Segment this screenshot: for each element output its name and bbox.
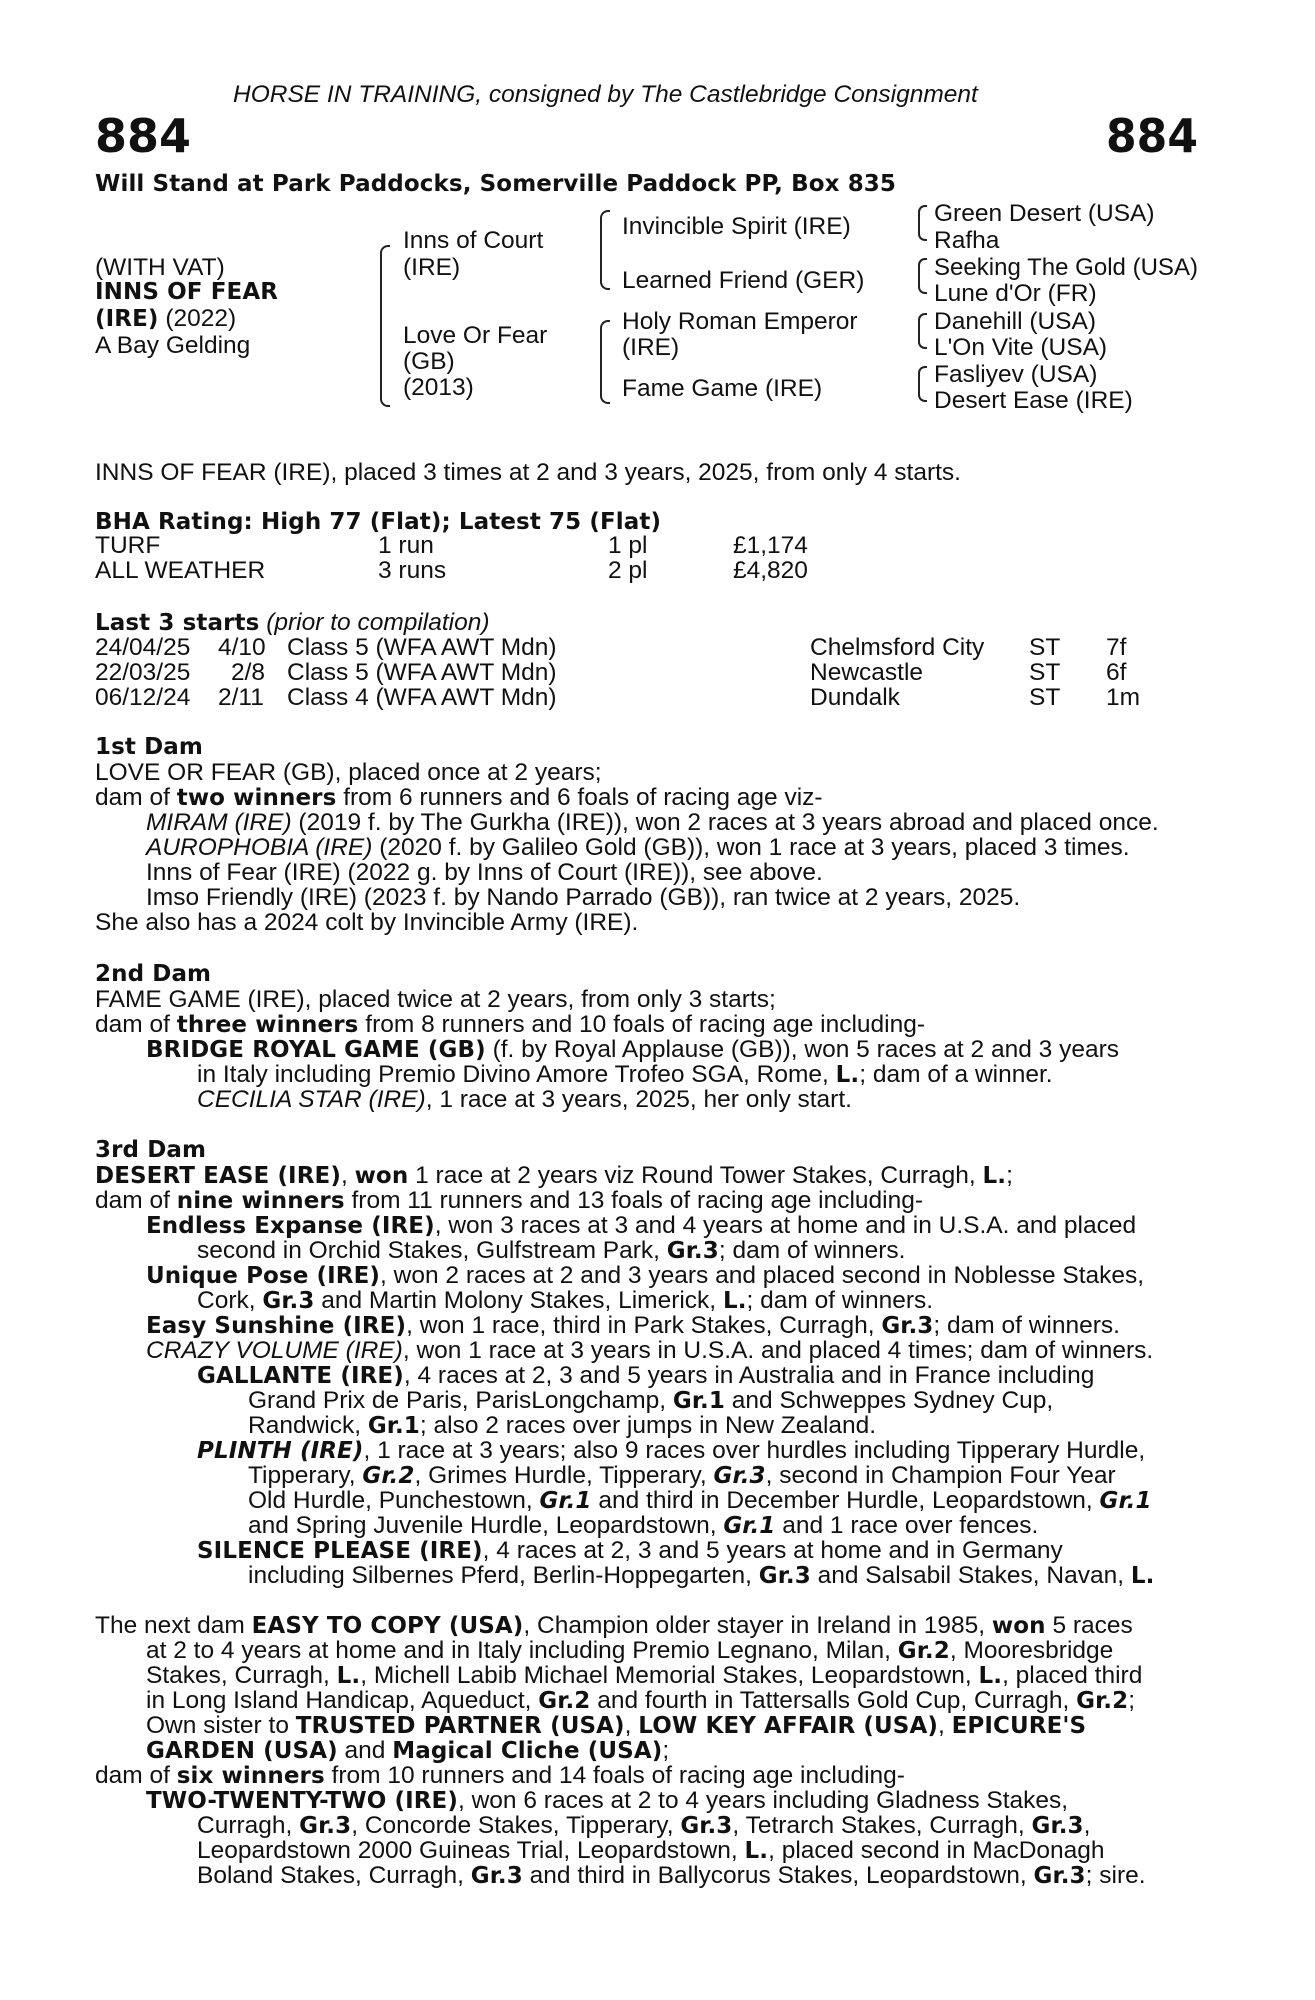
next-dam-l4c: and fourth in Tattersalls Gold Cup, Curragh, [590,1687,1077,1714]
next-dam-l6d: ; [662,1737,670,1764]
third-dam-g3 [197,1538,1063,1564]
race-summary: INNS OF FEAR (IRE), placed 3 times at 2 and 3 years, 2025, from only 4 starts. [95,459,961,486]
third-dam-g2-l3b: Gr.1 [539,1488,592,1514]
next-dam-t1-l2c: , Concorde Stakes, Tipperary, [351,1812,681,1839]
next-dam-t1-l2b: Gr.3 [299,1813,352,1839]
third-dam-e4 [146,1338,1153,1363]
lot-number-left: 884 [95,109,192,163]
third-dam-winners: nine winners [176,1188,345,1214]
next-dam-t1 [146,1788,1068,1814]
pedigree-dss: Danehill (USA) [934,308,1097,335]
second-dam-p1-l2b: L. [835,1062,860,1088]
third-dam-g2-l4b: Gr.1 [723,1513,776,1539]
horse-name: INNS OF FEAR [95,279,279,305]
first-dam-also: She also has a 2024 colt by Invincible Army (IRE). [95,909,639,936]
third-dam-g3-l2c: and Salsabil Stakes, Navan, [810,1562,1131,1589]
third-dam-e2-name: Unique Pose (IRE) [146,1263,381,1289]
next-dam-l4 [146,1688,1135,1714]
third-dam-e1-rest: , won 3 races at 3 and 4 years at home and in U.S.A. and placed [434,1212,1137,1239]
next-dam-t1-cont3 [197,1863,1146,1889]
next-dam-dam-of-c: from 10 runners and 14 foals of racing age including- [324,1762,905,1789]
third-dam-g3-l2a: including Silbernes Pferd, Berlin-Hoppegarten, [248,1562,759,1589]
next-dam-l3b: L. [336,1663,361,1689]
rating-surface-1: ALL WEATHER [95,557,266,584]
next-dam-dam-of [95,1763,905,1789]
bha-rating: BHA Rating: High 77 (Flat); Latest 75 (Flat) [95,509,662,535]
second-dam-p1-l2c: ; dam of a winner. [859,1061,1053,1088]
third-dam-l1e: L. [982,1163,1007,1189]
third-dam-g2-rest: , 1 race at 3 years; also 9 races over hurdles including Tipperary Hurdle, [363,1437,1146,1464]
next-dam-name: EASY TO COPY (USA) [251,1613,524,1639]
next-dam-t1-l2d: Gr.3 [680,1813,733,1839]
third-dam-e2-l2e: ; dam of winners. [746,1287,934,1314]
next-dam-t1-l3a: Leopardstown 2000 Guineas Trial, Leopardstown, [197,1837,745,1864]
horse-country-year [95,306,236,332]
pedigree-brace-ds [918,313,927,349]
third-dam-e3-rest-c: ; dam of winners. [933,1312,1120,1339]
second-dam-dam-of-c: from 8 runners and 10 foals of racing age including- [358,1011,926,1038]
next-dam-t1-l4a: Boland Stakes, Curragh, [197,1862,471,1889]
next-dam-l2a: at 2 to 4 years at home and in Italy including Premio Legnano, Milan, [146,1637,898,1664]
next-dam-l3d: L. [978,1663,1003,1689]
next-dam-t1-rest: , won 6 races at 2 to 4 years including Gladness Stakes, [457,1787,1069,1814]
next-dam-l2b: Gr.2 [897,1638,950,1664]
horse-year: (2022) [158,305,237,332]
pedigree-dam-year: (2013) [403,374,474,401]
second-dam-progeny-1-rest: (f. by Royal Applause (GB)), won 5 races at 2 and 3 years [485,1036,1119,1063]
third-dam-e3-rest-a: , won 1 race, third in Park Stakes, Curragh, [406,1312,882,1339]
third-dam-l1f: ; [1006,1162,1013,1189]
second-dam-progeny-2-rest: , 1 race at 3 years, 2025, her only start. [425,1086,852,1113]
next-dam-l6b: and [337,1737,393,1764]
pedigree-brace-sd [918,258,927,294]
third-dam-g2-l2c: , Grimes Hurdle, Tipperary, [414,1462,714,1489]
first-dam-dam-of-c: from 6 runners and 6 foals of racing age viz- [336,784,823,811]
third-dam-won: won [354,1163,409,1189]
third-dam-intro [95,1163,1013,1189]
third-dam-e4-name: CRAZY VOLUME (IRE) [146,1337,403,1364]
rating-placed-0: 1 pl [608,532,648,559]
third-dam-g3-l2d: L. [1130,1563,1155,1589]
third-dam-e1-l2b: Gr.3 [666,1238,719,1264]
second-dam-progeny-2 [197,1087,852,1112]
start-course-1: Newcastle [810,659,924,686]
start-pos-0: 4/10 [218,634,266,661]
next-dam-t1-l2a: Curragh, [197,1812,300,1839]
pedigree-sire: Inns of Court [403,227,544,254]
start-ground-1: ST [1029,659,1061,686]
pedigree-brace-sire [600,210,610,290]
next-dam-l4a: in Long Island Handicap, Aqueduct, [146,1687,539,1714]
third-dam-g1-l2b: Gr.1 [672,1388,725,1414]
next-dam-l4b: Gr.2 [538,1688,591,1714]
third-dam-heading: 3rd Dam [95,1137,207,1163]
third-dam-g2-l3c: and third in December Hurdle, Leopardstown, [591,1487,1100,1514]
third-dam-g2-l4a: and Spring Juvenile Hurdle, Leopardstown, [248,1512,724,1539]
third-dam-g2-l3d: Gr.1 [1099,1488,1152,1514]
next-dam-l5e: , [937,1712,952,1739]
third-dam-l1d: 1 race at 2 years viz Round Tower Stakes, Curragh, [408,1162,983,1189]
pedigree-ssd: Rafha [934,227,1000,254]
third-dam-e4-rest: , won 1 race at 3 years in U.S.A. and placed 4 times; dam of winners. [402,1337,1154,1364]
first-dam-intro: LOVE OR FEAR (GB), placed once at 2 years; [95,759,602,786]
next-dam-l2 [146,1638,1113,1664]
third-dam-g1 [197,1363,1094,1389]
rating-prize-1: £4,820 [733,557,808,584]
next-dam-l4e: ; [1128,1687,1136,1714]
first-dam-progeny-4: Imso Friendly (IRE) (2023 f. by Nando Parrado (GB)), ran twice at 2 years, 2025. [146,884,1021,911]
next-dam-t1-l4e: ; sire. [1085,1862,1146,1889]
next-dam-t1-cont2 [197,1838,1105,1864]
first-dam-winners: two winners [176,785,337,811]
pedigree-sss: Green Desert (USA) [934,200,1155,227]
third-dam-dam-of-a: dam of [95,1187,177,1214]
next-dam-t1-cont [197,1813,1090,1839]
second-dam-progeny-1-name: BRIDGE ROYAL GAME (GB) [146,1037,486,1063]
next-dam-l5a: Own sister to [146,1712,296,1739]
pedigree-dsd: L'On Vite (USA) [934,334,1108,361]
third-dam-e2-l2c: and Martin Molony Stakes, Limerick, [314,1287,723,1314]
third-dam-g2-l2a: Tipperary, [248,1462,363,1489]
start-dist-0: 7f [1106,634,1127,661]
next-dam-l6c: Magical Cliche (USA) [392,1738,663,1764]
next-dam-l5c: , [624,1712,639,1739]
next-dam-l5f: EPICURE'S [951,1713,1087,1739]
first-dam-progeny-1 [146,810,1159,835]
third-dam-g2-l2e: , second in Champion Four Year [765,1462,1116,1489]
next-dam-t1-l3b: L. [744,1838,769,1864]
third-dam-g2-cont3 [248,1513,1038,1539]
next-dam-t1-l2f: Gr.3 [1031,1813,1084,1839]
next-dam-l5b: TRUSTED PARTNER (USA) [295,1713,625,1739]
start-dist-2: 1m [1106,684,1141,711]
next-dam-l5d: LOW KEY AFFAIR (USA) [638,1713,938,1739]
rating-runs-0: 1 run [378,532,434,559]
next-dam-l1c: , Champion older stayer in Ireland in 1985, [523,1612,992,1639]
third-dam-g2-l4c: and 1 race over fences. [775,1512,1039,1539]
third-dam-g1-name: GALLANTE (IRE) [197,1363,404,1389]
pedigree-dam-sire-country: (IRE) [622,334,680,361]
next-dam-l5 [146,1713,1086,1739]
third-dam-e3-rest-b: Gr.3 [881,1313,934,1339]
next-dam-t1-l4c: and third in Ballycorus Stakes, Leopardstown, [522,1862,1034,1889]
start-race-2: Class 4 (WFA AWT Mdn) [287,684,557,711]
lot-number-right: 884 [1106,109,1198,163]
third-dam-e3 [146,1313,1120,1339]
pedigree-brace-ss [918,205,927,241]
third-dam-e1 [146,1213,1136,1239]
next-dam-t1-name: TWO-TWENTY-TWO (IRE) [146,1788,458,1814]
second-dam-intro: FAME GAME (IRE), placed twice at 2 years, from only 3 starts; [95,986,776,1013]
next-dam-dam-of-a: dam of [95,1762,177,1789]
next-dam-l1a: The next dam [95,1612,252,1639]
next-dam-winners: six winners [176,1763,325,1789]
pedigree-brace-dam [600,320,610,404]
third-dam-g2-l2b: Gr.2 [362,1463,415,1489]
next-dam-t1-l4d: Gr.3 [1033,1863,1086,1889]
first-dam-progeny-2 [146,835,1130,860]
pedigree-sds: Seeking The Gold (USA) [934,254,1198,281]
third-dam-e1-l2c: ; dam of winners. [718,1237,906,1264]
horse-country: (IRE) [95,306,159,332]
third-dam-e2-l2a: Cork, [197,1287,263,1314]
second-dam-heading: 2nd Dam [95,961,212,987]
next-dam-l2c: , Mooresbridge [949,1637,1114,1664]
last-starts-heading [95,610,490,636]
third-dam-e2-cont [197,1288,933,1314]
second-dam-dam-of-a: dam of [95,1011,177,1038]
first-dam-dam-of-a: dam of [95,784,177,811]
start-pos-1: 2/8 [231,659,266,686]
start-date-0: 24/04/25 [95,634,191,661]
third-dam-g1-rest: , 4 races at 2, 3 and 5 years in Australia and in France including [403,1362,1095,1389]
last-starts-title: Last 3 starts [95,610,260,636]
start-date-2: 06/12/24 [95,684,191,711]
next-dam-t1-l3c: , placed second in MacDonagh [768,1837,1105,1864]
start-race-1: Class 5 (WFA AWT Mdn) [287,659,557,686]
start-race-0: Class 5 (WFA AWT Mdn) [287,634,557,661]
pedigree-brace-main [380,245,390,407]
next-dam-t1-l2g: , [1083,1812,1091,1839]
third-dam-g1-cont [248,1388,1053,1414]
third-dam-g1-l2a: Grand Prix de Paris, ParisLongchamp, [248,1387,673,1414]
third-dam-e2-l2b: Gr.3 [262,1288,315,1314]
pedigree-dam-sire: Holy Roman Emperor [622,308,858,335]
next-dam-l6 [146,1738,669,1764]
pedigree-sire-sire: Invincible Spirit (IRE) [622,213,851,240]
first-dam-progeny-1-rest: (2019 f. by The Gurkha (IRE)), won 2 races at 3 years abroad and placed once. [291,809,1159,836]
start-course-0: Chelmsford City [810,634,985,661]
horse-description: A Bay Gelding [95,332,251,359]
next-dam-l3a: Stakes, Curragh, [146,1662,337,1689]
first-dam-progeny-3: Inns of Fear (IRE) (2022 g. by Inns of Court (IRE)), see above. [146,859,823,886]
first-dam-progeny-2-name: AUROPHOBIA (IRE) [146,834,373,861]
third-dam-g1-l3c: ; also 2 races over jumps in New Zealand. [419,1412,877,1439]
vat-note: (WITH VAT) [95,254,225,281]
third-dam-g3-cont [248,1563,1154,1589]
third-dam-e2-l2d: L. [722,1288,747,1314]
next-dam-t1-l2e: , Tetrarch Stakes, Curragh, [732,1812,1032,1839]
third-dam-l1b: , [340,1162,355,1189]
third-dam-g2 [197,1438,1145,1464]
second-dam-dam-of [95,1012,925,1038]
pedigree-ddd: Desert Ease (IRE) [934,387,1133,414]
third-dam-name: DESERT EASE (IRE) [95,1163,341,1189]
second-dam-p1-l2a: in Italy including Premio Divino Amore Trofeo SGA, Rome, [197,1061,836,1088]
next-dam-l4d: Gr.2 [1076,1688,1129,1714]
third-dam-g3-name: SILENCE PLEASE (IRE) [197,1538,483,1564]
start-ground-0: ST [1029,634,1061,661]
third-dam-g1-l3b: Gr.1 [367,1413,420,1439]
pedigree-brace-dd [918,366,927,402]
start-ground-2: ST [1029,684,1061,711]
pedigree-dam-country: (GB) [403,348,455,375]
next-dam-t1-l4b: Gr.3 [470,1863,523,1889]
third-dam-e1-l2a: second in Orchid Stakes, Gulfstream Park, [197,1237,667,1264]
next-dam-l6a: GARDEN (USA) [146,1738,338,1764]
third-dam-e1-name: Endless Expanse (IRE) [146,1213,435,1239]
third-dam-g2-l3a: Old Hurdle, Punchestown, [248,1487,540,1514]
rating-surface-0: TURF [95,532,161,559]
next-dam-l3 [146,1663,1142,1689]
third-dam-g3-rest: , 4 races at 2, 3 and 5 years at home and in Germany [482,1537,1063,1564]
pedigree-sdd: Lune d'Or (FR) [934,280,1097,307]
third-dam-e3-name: Easy Sunshine (IRE) [146,1313,407,1339]
third-dam-e2 [146,1263,1144,1289]
second-dam-progeny-1 [146,1037,1119,1063]
start-dist-1: 6f [1106,659,1127,686]
third-dam-g2-cont [248,1463,1116,1489]
pedigree-sire-dam: Learned Friend (GER) [622,267,865,294]
third-dam-e1-cont [197,1238,905,1264]
next-dam-won: won [991,1613,1046,1639]
third-dam-g1-l3a: Randwick, [248,1412,368,1439]
rating-placed-1: 2 pl [608,557,648,584]
second-dam-progeny-1-cont [197,1062,1053,1088]
last-starts-note: (prior to compilation) [259,609,490,636]
second-dam-progeny-2-name: CECILIA STAR (IRE) [197,1086,426,1113]
rating-prize-0: £1,174 [733,532,808,559]
third-dam-g2-name: PLINTH (IRE) [197,1438,364,1464]
next-dam-l1e: 5 races [1045,1612,1133,1639]
first-dam-heading: 1st Dam [95,734,203,760]
third-dam-g2-cont2 [248,1488,1152,1514]
stand-location: Will Stand at Park Paddocks, Somerville Paddock PP, Box 835 [95,171,897,197]
third-dam-e2-rest: , won 2 races at 2 and 3 years and placed second in Noblesse Stakes, [380,1262,1145,1289]
third-dam-g1-l2c: and Schweppes Sydney Cup, [724,1387,1054,1414]
consignment-line: HORSE IN TRAINING, consigned by The Castlebridge Consignment [233,81,978,108]
next-dam-l1 [95,1613,1133,1639]
start-course-2: Dundalk [810,684,900,711]
first-dam-progeny-1-name: MIRAM (IRE) [146,809,292,836]
second-dam-winners: three winners [176,1012,359,1038]
pedigree-sire-country: (IRE) [403,254,461,281]
third-dam-g1-cont2 [248,1413,876,1439]
first-dam-progeny-2-rest: (2020 f. by Galileo Gold (GB)), won 1 race at 3 years, placed 3 times. [372,834,1130,861]
third-dam-g2-l2d: Gr.3 [713,1463,766,1489]
third-dam-dam-of [95,1188,923,1214]
start-date-1: 22/03/25 [95,659,191,686]
first-dam-dam-of [95,785,823,811]
next-dam-l3e: , placed third [1002,1662,1143,1689]
rating-runs-1: 3 runs [378,557,447,584]
start-pos-2: 2/11 [218,684,264,711]
pedigree-dam: Love Or Fear [403,322,548,349]
pedigree-dds: Fasliyev (USA) [934,361,1098,388]
next-dam-l3c: , Michell Labib Michael Memorial Stakes, Leopardstown, [360,1662,979,1689]
third-dam-dam-of-c: from 11 runners and 13 foals of racing age including- [344,1187,924,1214]
third-dam-g3-l2b: Gr.3 [758,1563,811,1589]
pedigree-dam-dam: Fame Game (IRE) [622,375,823,402]
